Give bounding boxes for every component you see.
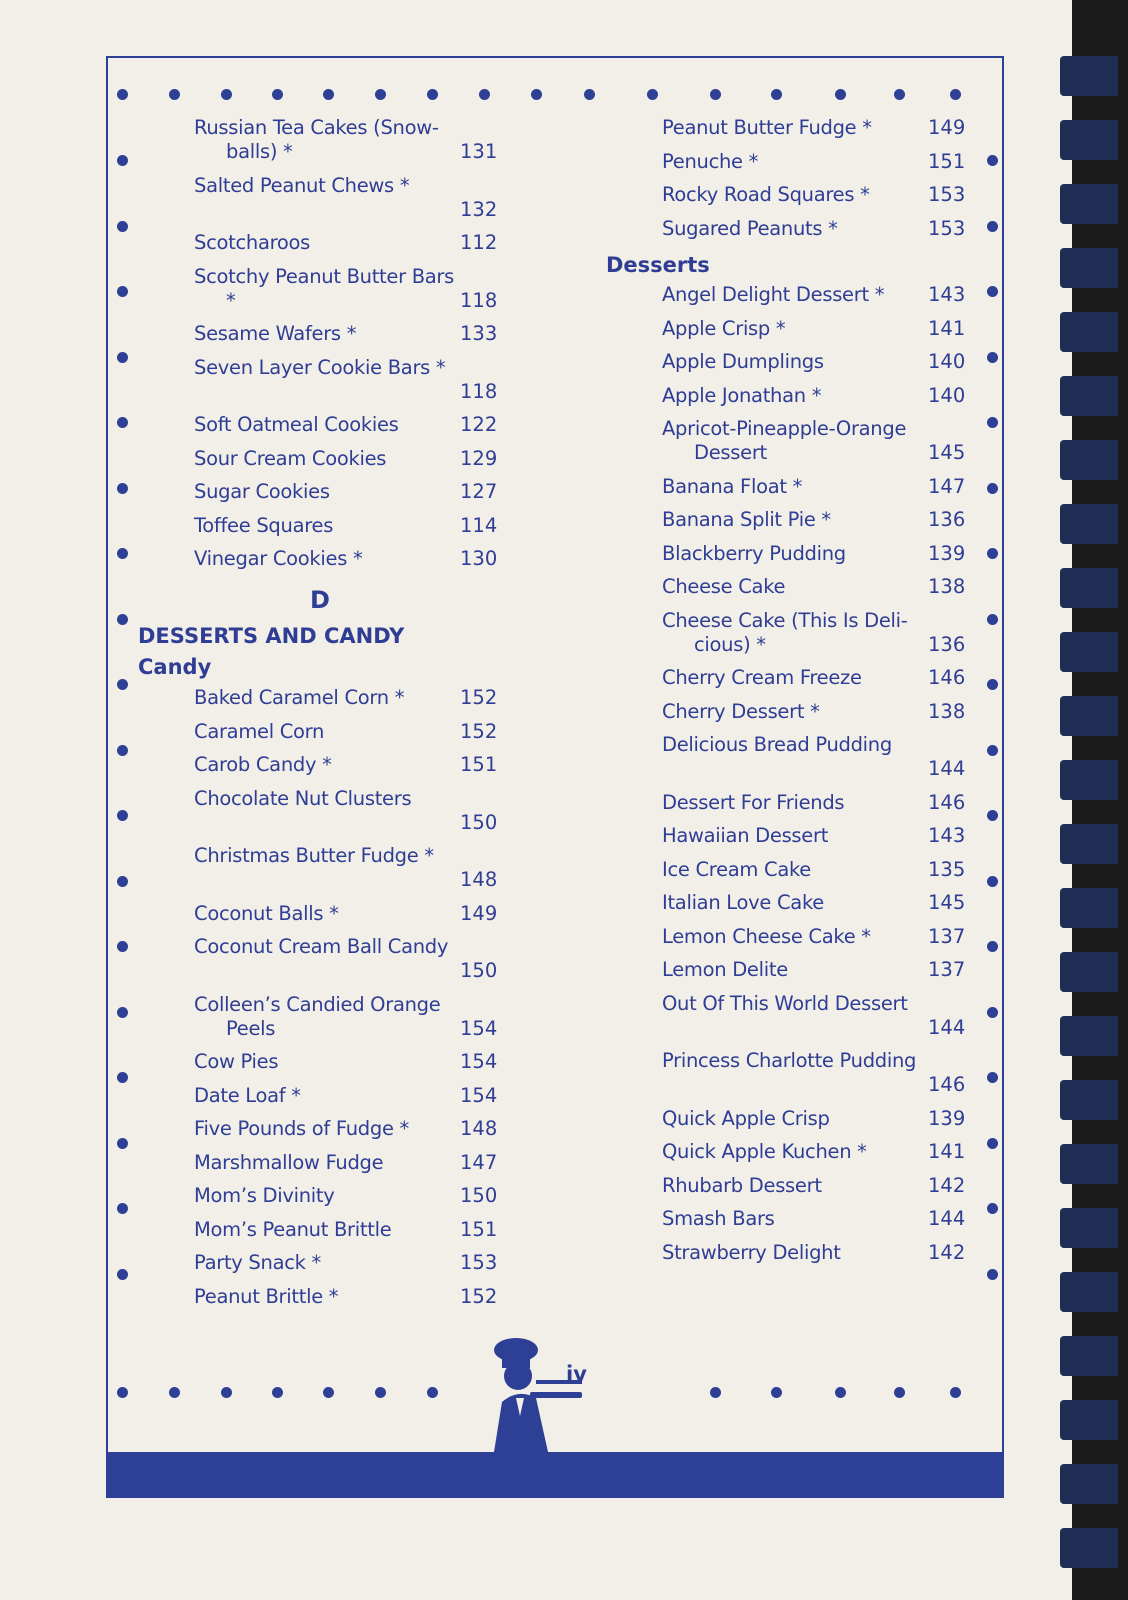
border-dot [987,417,998,428]
border-dot [117,352,128,363]
index-entry-title: Cow Pies [194,1050,279,1073]
border-dot [117,1138,128,1149]
index-entry-page: 141 [928,316,966,340]
border-dot [117,745,128,756]
page-number: iv [566,1362,587,1386]
border-dot [987,1072,998,1083]
border-dot [531,89,542,100]
index-entry-title: Cherry Cream Freeze [662,666,862,689]
index-entry-page: 151 [928,149,966,173]
index-entry-title: Strawberry Delight [662,1240,841,1264]
index-entry-page: 142 [928,1240,966,1264]
border-dot [427,1387,438,1398]
border-dot [117,89,128,100]
border-dot [117,876,128,887]
border-dot [950,89,961,100]
border-dot [987,679,998,690]
border-dot [221,1387,232,1398]
index-entry-title: Smash Bars [662,1207,775,1230]
border-dot [987,614,998,625]
border-dot [117,417,128,428]
border-dot [987,352,998,363]
index-entry-page: 137 [928,958,966,981]
index-entry-title: Italian Love Cake [662,891,824,914]
index-entry-title: Baked Caramel Corn * [194,686,405,709]
index-entry-page: 146 [928,1073,966,1096]
index-entry-title: Out Of This World Dessert [662,991,908,1015]
border-dot [771,89,782,100]
chef-waiter-icon [476,1336,616,1452]
border-dot [771,1387,782,1398]
spiral-coil [1060,440,1118,480]
index-entry-title: Rhubarb Dessert [662,1173,822,1197]
index-entry-page: 133 [460,322,498,345]
spiral-coil [1060,568,1118,608]
border-dot [272,89,283,100]
spiral-coil [1060,312,1118,352]
index-entry-continuation: Peels [226,1016,276,1040]
border-dot [987,1269,998,1280]
section-heading: DESSERTS AND CANDY [138,624,405,648]
index-entry-title: Blackberry Pudding [662,541,846,565]
border-dot [117,286,128,297]
index-entry-page: 142 [928,1173,966,1197]
border-dot [221,89,232,100]
index-entry-title: Angel Delight Dessert * [662,283,885,306]
border-dot [987,1138,998,1149]
spiral-coil [1060,632,1118,672]
index-entry-page: 140 [928,350,966,373]
index-entry-page: 122 [460,413,498,436]
spiral-coil [1060,248,1118,288]
border-dot [117,810,128,821]
border-dot [375,1387,386,1398]
index-entry-title: Penuche * [662,149,759,173]
index-entry-page: 150 [460,810,498,834]
border-dot [117,221,128,232]
index-entry-page: 118 [460,379,498,403]
index-entry-title: Apple Jonathan * [662,383,822,407]
index-entry-title: Hawaiian Dessert [662,824,829,847]
spiral-coil [1060,952,1118,992]
index-entry-title: Seven Layer Cookie Bars * [194,355,446,379]
index-entry-page: 140 [928,383,966,407]
index-entry-title: Sesame Wafers * [194,322,357,345]
border-dot [987,1007,998,1018]
index-entry-title: Soft Oatmeal Cookies [194,413,399,436]
index-entry-continuation: Dessert [694,441,767,464]
index-entry-page: 150 [460,959,498,982]
index-entry-page: 143 [928,283,966,306]
spiral-coil [1060,1080,1118,1120]
index-entry-page: 147 [460,1150,498,1174]
index-entry-page: 148 [460,1117,498,1140]
index-entry-page: 136 [928,508,966,531]
border-dot [117,548,128,559]
index-entry-page: 154 [460,1016,498,1040]
border-dot [169,1387,180,1398]
index-entry-page: 144 [928,1015,966,1039]
spiral-coil [1060,1208,1118,1248]
index-entry-title: Quick Apple Crisp [662,1106,830,1130]
index-entry-page: 151 [460,1217,498,1241]
spiral-coil [1060,824,1118,864]
border-dot [987,941,998,952]
spiral-coil [1060,1400,1118,1440]
border-dot [835,89,846,100]
spiral-coil [1060,1272,1118,1312]
index-entry-continuation: balls) * [226,140,293,163]
desserts-subheading: Desserts [606,253,710,277]
index-entry-page: 147 [928,474,966,498]
footer-bar [106,1452,1004,1498]
spiral-coil [1060,1528,1118,1568]
index-entry-page: 145 [928,891,966,914]
border-dot [117,1269,128,1280]
spiral-coil [1060,1016,1118,1056]
border-dot [894,89,905,100]
border-dot [479,89,490,100]
index-entry-page: 138 [928,575,966,598]
index-entry-page: 130 [460,547,498,570]
border-dot [323,1387,334,1398]
index-entry-title: Colleen’s Candied Orange [194,992,441,1016]
spiral-coil [1060,376,1118,416]
index-entry-page: 141 [928,1140,966,1163]
index-entry-title: Cherry Dessert * [662,699,820,723]
index-entry-page: 149 [460,901,498,925]
index-entry-page: 149 [928,116,966,139]
index-entry-title: Princess Charlotte Pudding [662,1049,917,1072]
index-entry-title: Apple Crisp * [662,316,786,340]
index-entry-title: Apricot-Pineapple-Orange [662,417,907,440]
index-entry-title: Ice Cream Cake [662,857,811,881]
index-entry-title: Banana Float * [662,474,803,498]
border-dot [117,1072,128,1083]
index-entry-page: 152 [460,1284,498,1308]
index-entry-title: Toffee Squares [194,513,334,537]
border-dot [117,155,128,166]
candy-subheading: Candy [138,655,212,679]
index-entry-title: Dessert For Friends [662,790,845,814]
index-entry-title: Peanut Butter Fudge * [662,116,872,139]
border-dot [272,1387,283,1398]
index-entry-title: Party Snack * [194,1251,321,1274]
index-entry-page: 139 [928,1106,966,1130]
index-entry-title: Chocolate Nut Clusters [194,786,412,810]
border-dot [987,548,998,559]
border-dot [117,941,128,952]
index-entry-title: Marshmallow Fudge [194,1150,384,1174]
index-entry-title: Banana Split Pie * [662,508,831,531]
index-entry-title: Mom’s Peanut Brittle [194,1217,392,1241]
border-dot [950,1387,961,1398]
index-entry-title: Cheese Cake (This Is Deli- [662,608,908,632]
index-entry-continuation: * [226,288,236,312]
index-entry-page: 136 [928,632,966,656]
index-entry-title: Scotchy Peanut Butter Bars [194,264,455,288]
border-dot [835,1387,846,1398]
border-dot [375,89,386,100]
spiral-coil [1060,504,1118,544]
spiral-coil [1060,1336,1118,1376]
border-dot [169,89,180,100]
index-entry-page: 154 [460,1050,498,1073]
index-entry-title: Cheese Cake [662,575,786,598]
index-entry-page: 139 [928,541,966,565]
index-entry-title: Lemon Cheese Cake * [662,924,871,948]
border-dot [987,483,998,494]
index-entry-page: 154 [460,1083,498,1107]
spiral-coil [1060,184,1118,224]
spiral-coil [1060,120,1118,160]
border-dot [987,286,998,297]
index-entry-title: Quick Apple Kuchen * [662,1140,867,1163]
index-entry-page: 135 [928,857,966,881]
index-entry-title: Lemon Delite [662,958,788,981]
index-entry-page: 131 [460,140,498,163]
index-entry-page: 153 [928,183,966,206]
border-dot [117,1203,128,1214]
index-entry-title: Salted Peanut Chews * [194,173,410,197]
index-entry-title: Russian Tea Cakes (Snow- [194,116,439,139]
border-dot [117,483,128,494]
index-entry-title: Sugared Peanuts * [662,216,838,240]
index-entry-page: 114 [460,513,498,537]
index-entry-page: 151 [460,753,498,776]
letter-heading: D [310,586,330,614]
index-entry-title: Christmas Butter Fudge * [194,844,434,867]
index-entry-page: 138 [928,699,966,723]
index-entry-title: Caramel Corn [194,719,325,743]
border-dot [323,89,334,100]
index-entry-title: Rocky Road Squares * [662,183,870,206]
index-entry-title: Mom’s Divinity [194,1184,335,1207]
index-entry-title: Scotcharoos [194,231,311,254]
border-dot [117,614,128,625]
index-entry-page: 153 [460,1251,498,1274]
index-entry-title: Carob Candy * [194,753,332,776]
index-entry-page: 152 [460,686,498,709]
border-dot [987,745,998,756]
spiral-coil [1060,56,1118,96]
border-dot [427,89,438,100]
index-entry-page: 146 [928,666,966,689]
index-entry-title: Apple Dumplings [662,350,824,373]
border-dot [117,679,128,690]
border-dot [584,89,595,100]
index-entry-title: Coconut Balls * [194,901,339,925]
border-dot [987,876,998,887]
spiral-coil [1060,1144,1118,1184]
index-entry-page: 112 [460,231,498,254]
spiral-coil [1060,888,1118,928]
index-entry-title: Peanut Brittle * [194,1284,339,1308]
spiral-coil [1060,760,1118,800]
index-entry-continuation: cious) * [694,632,766,656]
index-entry-page: 137 [928,924,966,948]
border-dot [894,1387,905,1398]
index-entry-title: Vinegar Cookies * [194,547,363,570]
border-dot [710,89,721,100]
index-entry-page: 118 [460,288,498,312]
index-entry-page: 129 [460,446,498,470]
border-dot [987,221,998,232]
index-entry-page: 148 [460,868,498,891]
spiral-coil [1060,1464,1118,1504]
index-entry-title: Sugar Cookies [194,480,330,503]
border-dot [117,1007,128,1018]
index-entry-title: Five Pounds of Fudge * [194,1117,410,1140]
index-entry-page: 152 [460,719,498,743]
index-entry-page: 144 [928,1207,966,1230]
index-entry-page: 153 [928,216,966,240]
index-entry-page: 132 [460,197,498,221]
index-entry-page: 145 [928,441,966,464]
border-dot [710,1387,721,1398]
index-entry-page: 150 [460,1184,498,1207]
border-dot [117,1387,128,1398]
border-dot [987,155,998,166]
border-dot [647,89,658,100]
index-entry-page: 146 [928,790,966,814]
index-entry-title: Delicious Bread Pudding [662,733,892,756]
index-entry-title: Date Loaf * [194,1083,301,1107]
index-entry-title: Sour Cream Cookies [194,446,387,470]
index-entry-title: Coconut Cream Ball Candy [194,935,449,958]
index-entry-page: 127 [460,480,498,503]
border-dot [987,810,998,821]
index-entry-page: 143 [928,824,966,847]
border-dot [987,1203,998,1214]
index-entry-page: 144 [928,757,966,780]
spiral-coil [1060,696,1118,736]
